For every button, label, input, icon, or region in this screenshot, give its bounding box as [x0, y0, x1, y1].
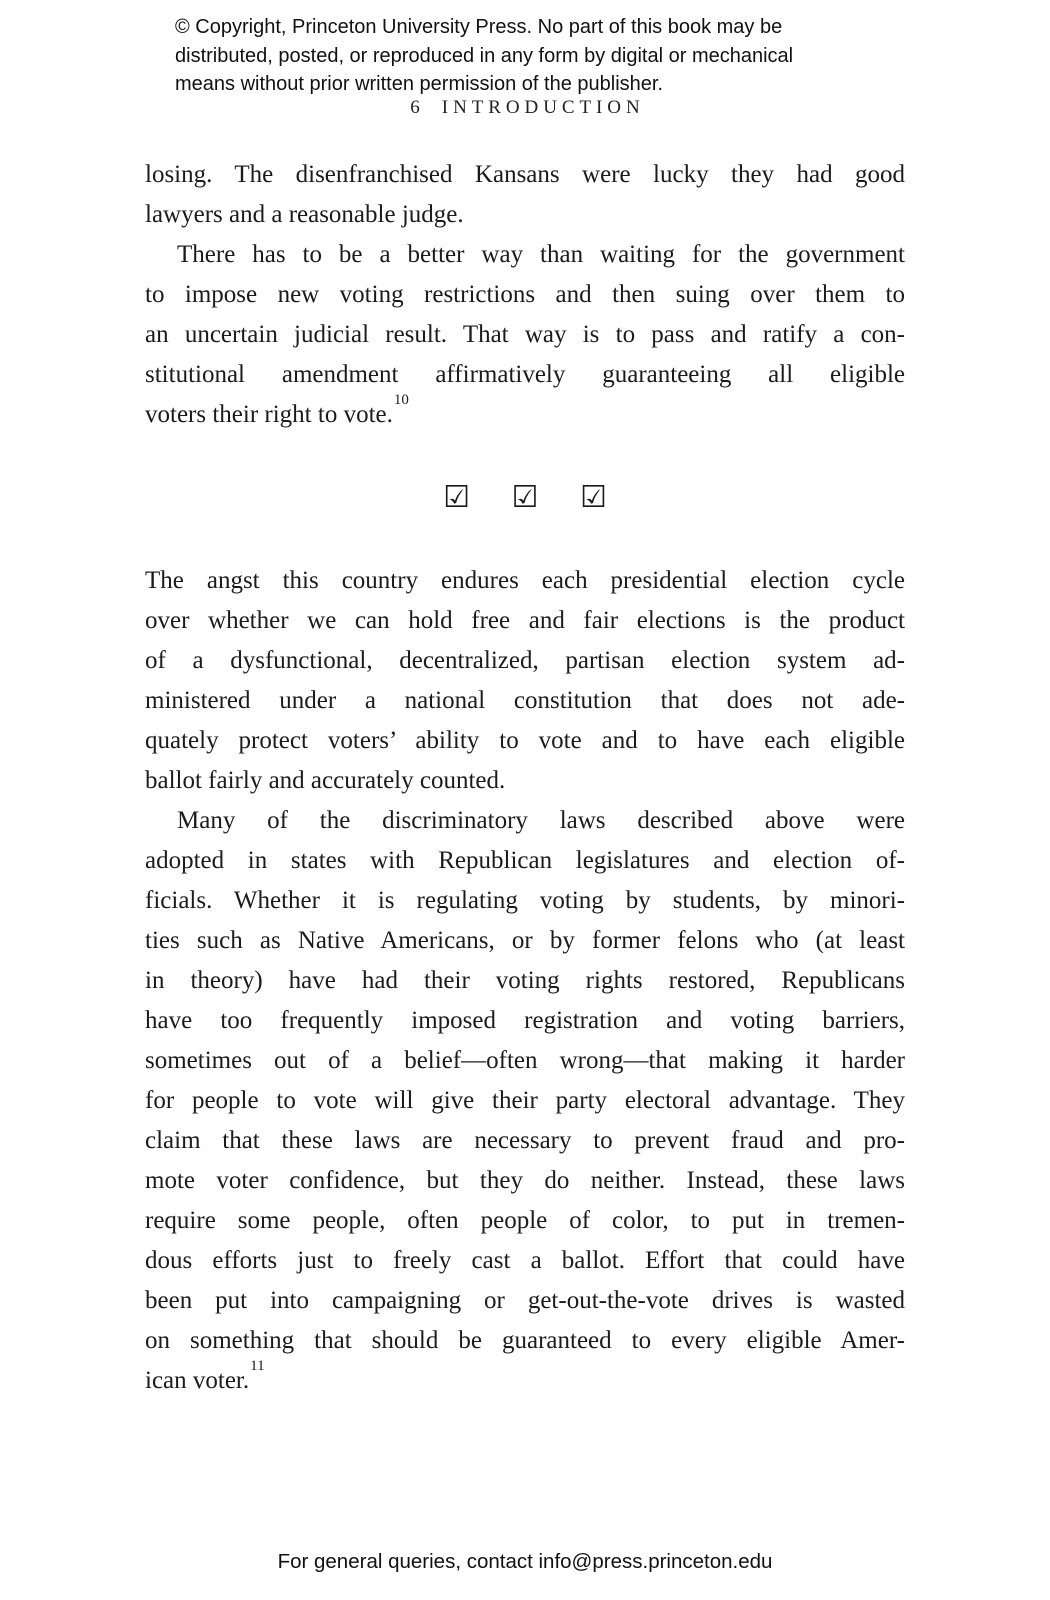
footnote-marker: 10 — [393, 392, 409, 409]
copyright-line: means without prior written permission of the publisher. — [175, 73, 664, 95]
text-line-content: Many of the discriminatory laws described above were — [177, 807, 905, 834]
text-line-content: ican voter. — [145, 1367, 250, 1394]
text-line — [145, 1281, 905, 1321]
text-line — [145, 1241, 905, 1281]
text-line-content: ministered under a national constitution that does not ade- — [145, 687, 905, 714]
text-line-content: ties such as Native Americans, or by former felons who (at least — [145, 927, 905, 954]
text-line-content: ficials. Whether it is regulating voting by students, by minori- — [145, 887, 905, 914]
text-line-content: dous efforts just to freely cast a ballot. Effort that could have — [145, 1247, 905, 1274]
text-line — [145, 315, 905, 355]
text-line-content: over whether we can hold free and fair elections is the product — [145, 607, 905, 634]
text-line-content: adopted in states with Republican legislatures and election of- — [145, 847, 905, 874]
text-line-content: an uncertain judicial result. That way is to pass and ratify a con- — [145, 321, 905, 348]
section-divider — [145, 481, 905, 515]
text-line-content: sometimes out of a belief—often wrong—that making it harder — [145, 1047, 905, 1074]
text-line-content: of a dysfunctional, decentralized, partisan election system ad- — [145, 647, 905, 674]
text-line — [145, 1081, 905, 1121]
paragraph — [145, 155, 905, 235]
text-line — [145, 1201, 905, 1241]
text-line — [145, 921, 905, 961]
text-line-content: There has to be a better way than waiting for the government — [177, 241, 905, 268]
text-line — [145, 355, 905, 395]
text-line — [145, 681, 905, 721]
text-line-content: lawyers and a reasonable judge. — [145, 201, 464, 228]
checked-ballot-box-icon: ☑ — [511, 480, 539, 515]
text-line — [145, 721, 905, 761]
text-line — [145, 841, 905, 881]
text-line — [145, 1001, 905, 1041]
text-line — [145, 881, 905, 921]
text-line-content: have too frequently imposed registration and voting barriers, — [145, 1007, 905, 1034]
text-line — [145, 275, 905, 315]
footer-contact-line: For general queries, contact info@press.princeton.edu — [277, 1550, 773, 1573]
text-line-content: The angst this country endures each presidential election cycle — [145, 567, 905, 594]
copyright-notice — [175, 13, 865, 99]
paragraph — [145, 801, 905, 1401]
text-line — [145, 641, 905, 681]
text-line-content: to impose new voting restrictions and then suing over them to — [145, 281, 905, 308]
text-line — [145, 801, 905, 841]
text-line-content: on something that should be guaranteed to every eligible Amer- — [145, 1327, 905, 1354]
page-body — [145, 155, 905, 1401]
running-head — [145, 97, 905, 119]
text-line-content: claim that these laws are necessary to prevent fraud and pro- — [145, 1127, 905, 1154]
text-line — [145, 961, 905, 1001]
text-line — [145, 155, 905, 195]
paragraph — [145, 561, 905, 801]
paragraph — [145, 235, 905, 435]
text-line-content: for people to vote will give their party electoral advantage. They — [145, 1087, 905, 1114]
text-line-content: voters their right to vote. — [145, 401, 393, 428]
text-line-content: been put into campaigning or get-out-the-vote drives is wasted — [145, 1287, 905, 1314]
text-line — [145, 761, 905, 801]
text-line — [145, 1121, 905, 1161]
text-line — [145, 1041, 905, 1081]
checked-ballot-box-icon: ☑ — [580, 480, 607, 515]
footnote-marker: 11 — [250, 1358, 265, 1375]
text-line-content: ballot fairly and accurately counted. — [145, 767, 506, 794]
text-line-content: losing. The disenfranchised Kansans were lucky they had good — [145, 161, 905, 188]
text-line — [145, 235, 905, 275]
text-line — [145, 1321, 905, 1361]
text-line-content: in theory) have had their voting rights restored, Republicans — [145, 967, 905, 994]
text-line — [145, 392, 905, 435]
text-line — [145, 195, 905, 235]
text-line-content: quately protect voters’ ability to vote and to have each eligible — [145, 727, 905, 754]
copyright-line: © Copyright, Princeton University Press. No part of this book may be — [175, 16, 783, 38]
checked-ballot-box-icon: ☑ — [443, 480, 470, 515]
text-line-content: stitutional amendment affirmatively guaranteeing all eligible — [145, 361, 905, 388]
text-line-content: mote voter confidence, but they do neither. Instead, these laws — [145, 1167, 905, 1194]
copyright-line: distributed, posted, or reproduced in any form by digital or mechanical — [175, 44, 794, 67]
text-line — [145, 1161, 905, 1201]
text-line — [145, 1358, 905, 1401]
text-line — [145, 561, 905, 601]
text-line — [145, 601, 905, 641]
chapter-title: INTRODUCTION — [441, 97, 645, 118]
text-line-content: require some people, often people of color, to put in tremen- — [145, 1207, 905, 1234]
page-number: 6 — [410, 97, 420, 118]
